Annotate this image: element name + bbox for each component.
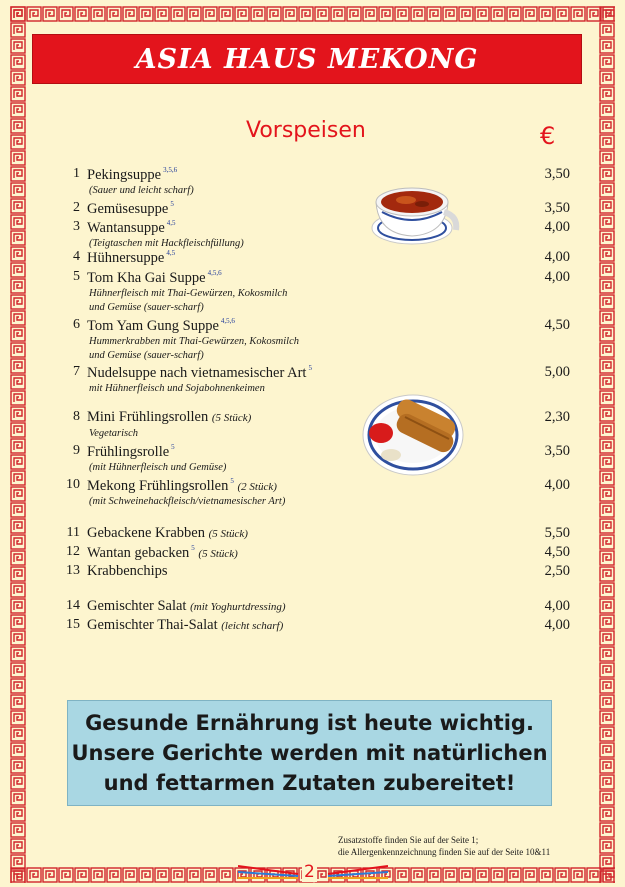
additive-codes: 4,5,6 bbox=[207, 269, 222, 277]
menu-item-price: 2,30 bbox=[544, 409, 570, 425]
menu-item-name bbox=[87, 598, 286, 615]
menu-item-price: 4,50 bbox=[544, 317, 570, 333]
menu-item bbox=[0, 409, 625, 429]
menu-item-number: 12 bbox=[66, 544, 80, 559]
menu-item-title: Mini Frühlingsrollen bbox=[87, 409, 209, 425]
menu-item-title: Tom Kha Gai Suppe bbox=[87, 270, 206, 286]
page-number: 2 bbox=[304, 862, 315, 882]
menu-item-note: (5 Stück) bbox=[208, 528, 248, 540]
additive-codes: 4,5,6 bbox=[220, 317, 235, 325]
menu-item-description: mit Hühnerfleisch und Sojabohnenkeimen bbox=[89, 383, 265, 394]
menu-item-number: 6 bbox=[73, 317, 80, 332]
menu-item bbox=[0, 166, 625, 186]
menu-item bbox=[0, 477, 625, 497]
menu-item-number: 15 bbox=[66, 617, 80, 632]
menu-item bbox=[0, 525, 625, 545]
menu-item-description: (mit Hühnerfleisch und Gemüse) bbox=[89, 462, 227, 473]
menu-item-name bbox=[87, 525, 248, 542]
menu-item-price: 2,50 bbox=[544, 563, 570, 579]
healthy-food-banner bbox=[67, 700, 552, 806]
menu-item-number: 10 bbox=[66, 477, 80, 492]
menu-item-number: 2 bbox=[73, 200, 80, 215]
menu-item-name bbox=[87, 544, 238, 562]
menu-item bbox=[0, 617, 625, 637]
additive-codes: 4,5 bbox=[166, 219, 176, 227]
menu-item-title: Pekingsuppe bbox=[87, 167, 162, 183]
menu-item-price: 4,50 bbox=[544, 544, 570, 560]
menu-item-note: (2 Stück) bbox=[237, 481, 277, 493]
section-title: Vorspeisen bbox=[246, 118, 366, 143]
menu-item-title: Wantan gebacken bbox=[87, 545, 190, 561]
menu-item-name bbox=[87, 166, 177, 184]
menu-item-number: 11 bbox=[66, 525, 80, 540]
menu-item-number: 14 bbox=[66, 598, 80, 613]
additive-codes: 4,5 bbox=[166, 249, 176, 257]
menu-item-title: Krabbenchips bbox=[87, 563, 168, 579]
menu-item-name bbox=[87, 364, 312, 382]
menu-item-description: (Sauer und leicht scharf) bbox=[89, 185, 194, 196]
additive-codes: 5 bbox=[230, 477, 234, 485]
restaurant-title: ASIA HAUS MEKONG bbox=[135, 43, 479, 75]
menu-item bbox=[0, 563, 625, 583]
menu-item-name bbox=[87, 317, 235, 335]
menu-item-description: und Gemüse (sauer-scharf) bbox=[89, 302, 204, 313]
soup-bowl-image bbox=[368, 172, 464, 250]
menu-item-name bbox=[87, 477, 277, 495]
menu-item-name bbox=[87, 200, 174, 218]
menu-item bbox=[0, 219, 625, 239]
menu-item-name bbox=[87, 563, 168, 580]
menu-item-number: 7 bbox=[73, 364, 80, 379]
spring-rolls-plate-image bbox=[361, 393, 465, 477]
banner-line-1: Gesunde Ernährung ist heute wichtig. bbox=[85, 711, 534, 735]
menu-item-price: 4,00 bbox=[544, 249, 570, 265]
border-top-pattern bbox=[10, 6, 615, 22]
allergen-note-line-2: die Allergenkennzeichnung finden Sie auf der Seite 10&11 bbox=[338, 847, 551, 857]
menu-item-description: und Gemüse (sauer-scharf) bbox=[89, 350, 204, 361]
menu-item bbox=[0, 269, 625, 289]
menu-item-name bbox=[87, 617, 283, 634]
menu-item-description: Vegetarisch bbox=[89, 428, 138, 439]
allergen-note bbox=[338, 834, 550, 858]
menu-item-price: 4,00 bbox=[544, 269, 570, 285]
menu-item-title: Hühnersuppe bbox=[87, 250, 165, 266]
allergen-note-line-1: Zusatzstoffe finden Sie auf der Seite 1; bbox=[338, 835, 479, 845]
menu-item-price: 4,00 bbox=[544, 598, 570, 614]
menu-item-number: 9 bbox=[73, 443, 80, 458]
menu-item-price: 3,50 bbox=[544, 200, 570, 216]
menu-item-number: 5 bbox=[73, 269, 80, 284]
menu-item-number: 4 bbox=[73, 249, 80, 264]
menu-item-number: 13 bbox=[66, 563, 80, 578]
menu-item-price: 4,00 bbox=[544, 219, 570, 235]
menu-item-price: 3,50 bbox=[544, 443, 570, 459]
menu-item bbox=[0, 364, 625, 384]
menu-item-number: 8 bbox=[73, 409, 80, 424]
menu-item-description: Hummerkrabben mit Thai-Gewürzen, Kokosmilch bbox=[89, 336, 299, 347]
menu-item bbox=[0, 598, 625, 618]
banner-line-3: und fettarmen Zutaten zubereitet! bbox=[103, 771, 516, 795]
menu-item-description: (mit Schweinehackfleisch/vietnamesischer Art) bbox=[89, 496, 286, 507]
menu-item-title: Gemüsesuppe bbox=[87, 201, 169, 217]
menu-item-title: Tom Yam Gung Suppe bbox=[87, 318, 219, 334]
menu-item-name bbox=[87, 409, 251, 426]
menu-item bbox=[0, 544, 625, 564]
menu-item-title: Frühlingsrolle bbox=[87, 444, 170, 460]
menu-item-title: Nudelsuppe nach vietnamesischer Art bbox=[87, 365, 307, 381]
additive-codes: 3,5,6 bbox=[163, 166, 178, 174]
menu-item-name bbox=[87, 219, 176, 237]
menu-item-title: Gebackene Krabben bbox=[87, 525, 205, 541]
menu-item-description: Hühnerfleisch mit Thai-Gewürzen, Kokosmilch bbox=[89, 288, 288, 299]
menu-item bbox=[0, 249, 625, 269]
menu-item-price: 5,50 bbox=[544, 525, 570, 541]
menu-item bbox=[0, 443, 625, 463]
restaurant-title-banner bbox=[32, 34, 582, 84]
menu-item-title: Mekong Frühlingsrollen bbox=[87, 478, 229, 494]
additive-codes: 5 bbox=[308, 364, 312, 372]
menu-item-title: Gemischter Salat bbox=[87, 598, 187, 614]
menu-item-price: 4,00 bbox=[544, 617, 570, 633]
menu-item-title: Gemischter Thai-Salat bbox=[87, 617, 218, 633]
menu-item-price: 3,50 bbox=[544, 166, 570, 182]
menu-item-name bbox=[87, 269, 222, 287]
additive-codes: 5 bbox=[170, 200, 174, 208]
currency-symbol: € bbox=[540, 122, 556, 150]
additive-codes: 5 bbox=[171, 443, 175, 451]
menu-item-note: (mit Yoghurtdressing) bbox=[190, 601, 286, 613]
menu-item bbox=[0, 317, 625, 337]
menu-item-note: (5 Stück) bbox=[211, 412, 252, 424]
menu-item-description: (Teigtaschen mit Hackfleischfüllung) bbox=[89, 238, 244, 249]
menu-item-number: 3 bbox=[73, 219, 80, 234]
menu-item-number: 1 bbox=[73, 166, 80, 181]
menu-item-price: 5,00 bbox=[544, 364, 570, 380]
menu-item-note: (5 Stück) bbox=[198, 548, 238, 560]
menu-item-price: 4,00 bbox=[544, 477, 570, 493]
banner-line-2: Unsere Gerichte werden mit natürlichen bbox=[71, 741, 548, 765]
menu-item-name bbox=[87, 249, 175, 267]
menu-item-name bbox=[87, 443, 175, 461]
menu-item-title: Wantansuppe bbox=[87, 220, 165, 236]
menu-item-note: (leicht scharf) bbox=[221, 620, 284, 632]
additive-codes: 5 bbox=[191, 544, 195, 552]
menu-item bbox=[0, 200, 625, 220]
